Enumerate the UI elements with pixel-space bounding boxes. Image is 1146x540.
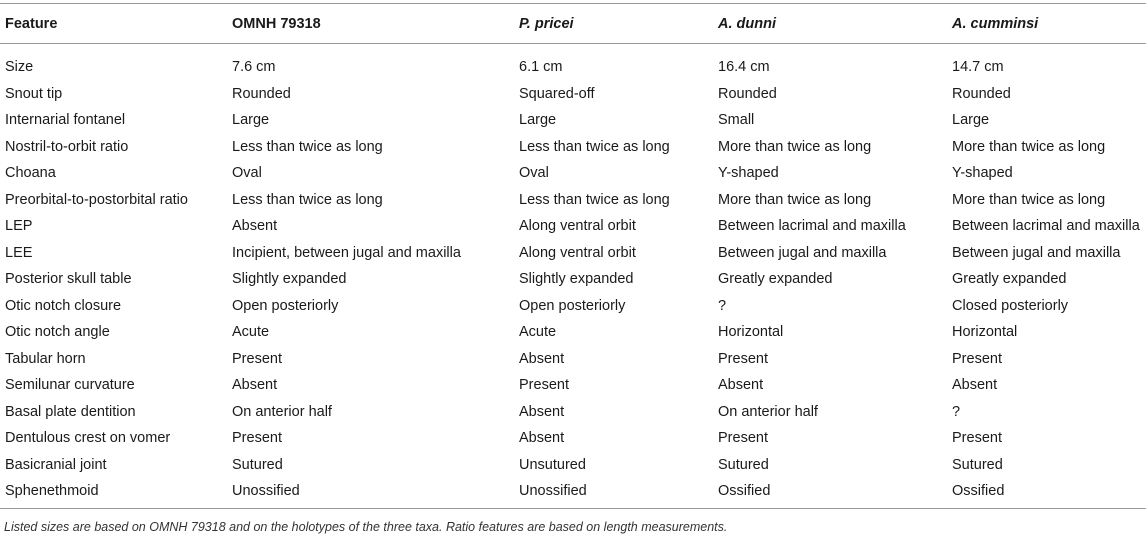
cell-a-dunni: Between jugal and maxilla — [718, 244, 887, 261]
cell-a-cumminsi: Rounded — [952, 85, 1011, 102]
cell-a-cumminsi: Y-shaped — [952, 165, 1013, 182]
table-row — [0, 372, 1146, 399]
cell-p-pricei: Unossified — [519, 482, 587, 499]
cell-p-pricei: Slightly expanded — [519, 271, 634, 288]
cell-omnh-79318: Less than twice as long — [232, 191, 383, 208]
cell-p-pricei: 6.1 cm — [519, 59, 563, 76]
cell-a-dunni: More than twice as long — [718, 191, 872, 208]
cell-a-dunni: Present — [718, 350, 768, 367]
cell-feature: Dentulous crest on vomer — [5, 430, 171, 447]
cell-a-dunni: Small — [718, 112, 755, 129]
cell-a-cumminsi: Present — [952, 430, 1002, 447]
cell-p-pricei: Large — [519, 112, 557, 129]
cell-a-dunni: Horizontal — [718, 324, 784, 341]
cell-a-cumminsi: Horizontal — [952, 324, 1018, 341]
header-row — [0, 4, 1146, 44]
table-row — [0, 213, 1146, 240]
cell-feature: Basal plate dentition — [5, 403, 136, 420]
table-row — [0, 107, 1146, 134]
cell-a-cumminsi: Large — [952, 112, 990, 129]
cell-a-dunni: Absent — [718, 377, 764, 394]
cell-a-cumminsi: Greatly expanded — [952, 271, 1067, 288]
cell-omnh-79318: Absent — [232, 377, 278, 394]
cell-feature: Posterior skull table — [5, 271, 132, 288]
cell-a-cumminsi: ? — [952, 403, 961, 420]
table-row — [0, 425, 1146, 452]
table-row — [0, 266, 1146, 293]
cell-omnh-79318: Slightly expanded — [232, 271, 347, 288]
cell-a-cumminsi: More than twice as long — [952, 138, 1106, 155]
cell-feature: LEE — [5, 244, 33, 261]
cell-a-dunni: More than twice as long — [718, 138, 872, 155]
cell-omnh-79318: Open posteriorly — [232, 297, 339, 314]
table-row — [0, 319, 1146, 346]
cell-omnh-79318: Large — [232, 112, 270, 129]
cell-p-pricei: Along ventral orbit — [519, 244, 636, 261]
cell-omnh-79318: Unossified — [232, 482, 300, 499]
cell-p-pricei: Acute — [519, 324, 557, 341]
table-row — [0, 81, 1146, 108]
cell-feature: Choana — [5, 165, 56, 182]
cell-a-cumminsi: Absent — [952, 377, 998, 394]
cell-a-dunni: Present — [718, 430, 768, 447]
cell-feature: Tabular horn — [5, 350, 86, 367]
cell-a-dunni: ? — [718, 297, 727, 314]
cell-feature: Semilunar curvature — [5, 377, 135, 394]
cell-a-dunni: Rounded — [718, 85, 777, 102]
cell-p-pricei: Absent — [519, 350, 565, 367]
cell-omnh-79318: Incipient, between jugal and maxilla — [232, 244, 461, 261]
cell-a-cumminsi: Between jugal and maxilla — [952, 244, 1121, 261]
cell-p-pricei: Open posteriorly — [519, 297, 626, 314]
cell-a-dunni: Y-shaped — [718, 165, 779, 182]
cell-omnh-79318: Oval — [232, 165, 262, 182]
cell-feature: Otic notch angle — [5, 324, 110, 341]
table-row — [0, 478, 1146, 508]
cell-a-cumminsi: Between lacrimal and maxilla — [952, 218, 1140, 235]
table-row — [0, 293, 1146, 320]
cell-a-cumminsi: Ossified — [952, 482, 1005, 499]
cell-feature: Otic notch closure — [5, 297, 122, 314]
cell-a-dunni: Ossified — [718, 482, 771, 499]
cell-omnh-79318: 7.6 cm — [232, 59, 276, 76]
cell-omnh-79318: Rounded — [232, 85, 291, 102]
cell-p-pricei: Absent — [519, 430, 565, 447]
cell-feature: Basicranial joint — [5, 456, 107, 473]
cell-a-cumminsi: More than twice as long — [952, 191, 1106, 208]
cell-omnh-79318: On anterior half — [232, 403, 332, 420]
cell-p-pricei: Oval — [519, 165, 549, 182]
table-row — [0, 160, 1146, 187]
cell-feature: Size — [5, 59, 34, 76]
table-header — [0, 4, 1146, 44]
cell-p-pricei: Less than twice as long — [519, 138, 670, 155]
cell-p-pricei: Absent — [519, 403, 565, 420]
table-row — [0, 452, 1146, 479]
cell-feature: Nostril-to-orbit ratio — [5, 138, 129, 155]
cell-p-pricei: Present — [519, 377, 569, 394]
cell-p-pricei: Unsutured — [519, 456, 586, 473]
cell-a-dunni: Between lacrimal and maxilla — [718, 218, 906, 235]
cell-feature: LEP — [5, 218, 33, 235]
header-a-dunni: A. dunni — [718, 15, 776, 32]
cell-omnh-79318: Less than twice as long — [232, 138, 383, 155]
cell-a-cumminsi: 14.7 cm — [952, 59, 1004, 76]
cell-omnh-79318: Sutured — [232, 456, 283, 473]
cell-feature: Snout tip — [5, 85, 63, 102]
table-row — [0, 240, 1146, 267]
cell-a-dunni: Greatly expanded — [718, 271, 833, 288]
cell-feature: Sphenethmoid — [5, 482, 99, 499]
header-p-pricei: P. pricei — [519, 15, 574, 32]
cell-p-pricei: Squared-off — [519, 85, 595, 102]
cell-p-pricei: Along ventral orbit — [519, 218, 636, 235]
table-row — [0, 44, 1146, 81]
table-row — [0, 187, 1146, 214]
header-a-cumminsi: A. cumminsi — [952, 15, 1039, 32]
cell-a-dunni: 16.4 cm — [718, 59, 770, 76]
cell-a-dunni: Sutured — [718, 456, 769, 473]
header-feature: Feature — [5, 15, 58, 32]
cell-omnh-79318: Absent — [232, 218, 278, 235]
cell-omnh-79318: Present — [232, 350, 282, 367]
cell-p-pricei: Less than twice as long — [519, 191, 670, 208]
table-row — [0, 399, 1146, 426]
cell-a-dunni: On anterior half — [718, 403, 818, 420]
cell-a-cumminsi: Closed posteriorly — [952, 297, 1069, 314]
comparison-table — [0, 3, 1146, 509]
cell-a-cumminsi: Present — [952, 350, 1002, 367]
table-footnote: Listed sizes are based on OMNH 79318 and on the holotypes of the three taxa. Ratio features are based on length measurements. — [4, 520, 728, 534]
cell-omnh-79318: Present — [232, 430, 282, 447]
cell-a-cumminsi: Sutured — [952, 456, 1003, 473]
table-row — [0, 134, 1146, 161]
cell-omnh-79318: Acute — [232, 324, 270, 341]
cell-feature: Internarial fontanel — [5, 112, 126, 129]
table-row — [0, 346, 1146, 373]
table-body — [0, 44, 1146, 509]
header-omnh-79318: OMNH 79318 — [232, 15, 321, 32]
cell-feature: Preorbital-to-postorbital ratio — [5, 191, 188, 208]
